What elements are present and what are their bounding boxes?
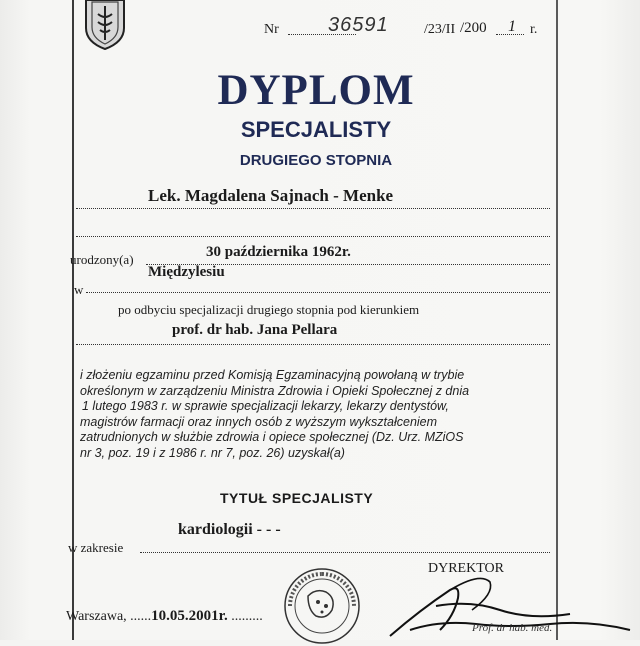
nr-label: Nr xyxy=(264,22,279,37)
holder-name: Lek. Magdalena Sajnach - Menke xyxy=(148,186,394,205)
paragraph-line: nr 3, poz. 19 i z 1986 r. nr 7, poz. 26) uzyskał(a) xyxy=(80,445,345,460)
birth-place: Międzylesiu xyxy=(148,264,225,280)
paragraph-line: 1 lutego 1983 r. w sprawie specjalizacji lekarzy, lekarzy dentystów, xyxy=(82,399,449,414)
nr-value: 36591 xyxy=(328,14,389,36)
director-label: DYREKTOR xyxy=(428,561,504,576)
paragraph-line: i złożeniu egzaminu przed Komisją Egzaminacyjną powołaną w trybie xyxy=(80,368,465,382)
diploma-degree: DRUGIEGO STOPNIA xyxy=(239,152,393,169)
diploma-subtitle: SPECJALISTY xyxy=(240,117,392,142)
round-seal-icon xyxy=(282,566,362,646)
nr-year-digit: 1 xyxy=(508,18,516,35)
specialist-title: TYTUŁ SPECJALISTY xyxy=(220,490,374,506)
diploma-title: DYPLOM xyxy=(217,67,415,114)
paragraph-line: magistrów farmacji oraz innych osób z wyższym wykształceniem xyxy=(80,414,438,429)
nr-year-prefix: /200 xyxy=(460,20,487,36)
legal-paragraph xyxy=(80,368,550,462)
signature-caption: Prof. dr hab. med. xyxy=(472,622,553,634)
born-label: urodzony(a) xyxy=(70,252,134,267)
paragraph-line: określonym w zarządzeniu Ministra Zdrowia i Opieki Społecznej z dnia xyxy=(80,383,470,398)
paragraph-line: zatrudnionych w służbie zdrowia i opiece społecznej (Dz. Urz. MZiOS xyxy=(80,430,464,445)
name-dotline-2 xyxy=(76,236,550,237)
supervision-text: po odbyciu specjalizacji drugiego stopnia pod kierunkiem xyxy=(118,302,420,317)
nr-mid: /23/II xyxy=(424,22,456,37)
specialty-dotline xyxy=(140,552,550,553)
specialty-field: kardiologii - - - xyxy=(178,521,281,538)
supervisor-name: prof. dr hab. Jana Pellara xyxy=(172,322,338,338)
range-label: w zakresie xyxy=(68,540,124,555)
name-dotline xyxy=(76,208,550,209)
supervisor-dotline xyxy=(76,344,550,345)
document-number xyxy=(264,14,554,42)
nr-year-suffix: r. xyxy=(530,22,538,37)
issue-date: 10.05.2001r. xyxy=(151,608,228,624)
coat-of-arms-icon xyxy=(82,0,128,50)
born-date: 30 października 1962r. xyxy=(206,244,351,260)
place-label: w xyxy=(74,282,84,297)
place-dotline xyxy=(86,292,550,293)
place-and-date: Warszawa, ......10.05.2001r. ......... xyxy=(66,608,263,624)
city: Warszawa, xyxy=(66,609,127,624)
